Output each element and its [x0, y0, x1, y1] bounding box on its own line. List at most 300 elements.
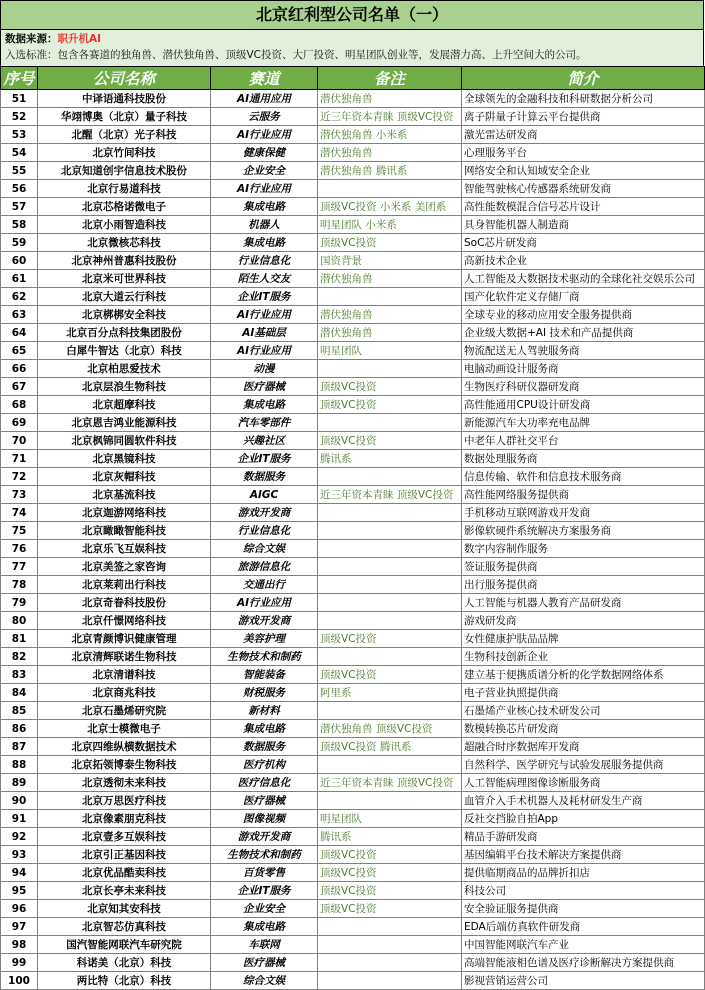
cell-no[interactable]: 72 — [1, 468, 38, 486]
table-row — [1, 594, 705, 612]
cell-description[interactable]: 企业级大数据+AI 技术和产品提供商 — [462, 324, 705, 342]
table-row — [1, 738, 705, 756]
cell-no[interactable]: 95 — [1, 882, 38, 900]
cell-company-name[interactable]: 北京层浪生物科技 — [38, 378, 211, 396]
cell-track[interactable]: 集成电路 — [211, 234, 318, 252]
cell-note[interactable]: 顶级VC投资 — [318, 396, 462, 414]
cell-description[interactable]: 高性能数模混合信号芯片设计 — [462, 198, 705, 216]
cell-track[interactable]: AI行业应用 — [211, 126, 318, 144]
table-row — [1, 684, 705, 702]
cell-company-name[interactable]: 白犀牛智达（北京）科技 — [38, 342, 211, 360]
cell-no[interactable]: 54 — [1, 144, 38, 162]
cell-company-name[interactable]: 北京基流科技 — [38, 486, 211, 504]
cell-track[interactable]: 汽车零部件 — [211, 414, 318, 432]
cell-track[interactable]: 数据服务 — [211, 738, 318, 756]
cell-no[interactable]: 56 — [1, 180, 38, 198]
sheet-title: 北京红利型公司名单（一） — [0, 0, 704, 30]
cell-description[interactable]: 手机移动互联网游戏开发商 — [462, 504, 705, 522]
cell-track[interactable]: 医疗信息化 — [211, 774, 318, 792]
cell-company-name[interactable]: 北京清辉联诺生物科技 — [38, 648, 211, 666]
cell-track[interactable]: 财税服务 — [211, 684, 318, 702]
cell-track[interactable]: AI行业应用 — [211, 306, 318, 324]
cell-description[interactable]: 出行服务提供商 — [462, 576, 705, 594]
cell-company-name[interactable]: 北京瞰瞰智能科技 — [38, 522, 211, 540]
cell-track[interactable]: AI行业应用 — [211, 342, 318, 360]
cell-track[interactable]: 医疗器械 — [211, 954, 318, 972]
cell-company-name[interactable]: 北京柏思爱技术 — [38, 360, 211, 378]
cell-company-name[interactable]: 北京枫锦同圆软件科技 — [38, 432, 211, 450]
source-label: 数据来源： — [5, 33, 58, 45]
cell-note[interactable]: 潜伏独角兽 腾讯系 — [318, 162, 462, 180]
cell-note[interactable]: 潜伏独角兽 — [318, 324, 462, 342]
cell-note[interactable]: 潜伏独角兽 顶级VC投资 — [318, 720, 462, 738]
cell-company-name[interactable]: 北京迦游网络科技 — [38, 504, 211, 522]
cell-company-name[interactable]: 北京知其安科技 — [38, 900, 211, 918]
cell-track[interactable]: 新材料 — [211, 702, 318, 720]
cell-description[interactable]: 精品手游研发商 — [462, 828, 705, 846]
cell-company-name[interactable]: 北京莱莉出行科技 — [38, 576, 211, 594]
cell-track[interactable]: 集成电路 — [211, 198, 318, 216]
cell-note[interactable]: 近三年资本青睐 顶级VC投资 — [318, 486, 462, 504]
criteria-line — [5, 47, 699, 63]
cell-note[interactable] — [318, 360, 462, 378]
cell-note[interactable] — [318, 936, 462, 954]
cell-no[interactable]: 76 — [1, 540, 38, 558]
cell-track[interactable]: 机器人 — [211, 216, 318, 234]
table-row — [1, 180, 705, 198]
cell-description[interactable]: 离子阱量子计算云平台提供商 — [462, 108, 705, 126]
cell-company-name[interactable]: 两比特（北京）科技 — [38, 972, 211, 990]
cell-no[interactable]: 100 — [1, 972, 38, 990]
cell-note[interactable] — [318, 918, 462, 936]
cell-no[interactable]: 78 — [1, 576, 38, 594]
cell-note[interactable]: 潜伏独角兽 — [318, 144, 462, 162]
cell-description[interactable]: EDA后端仿真软件研发商 — [462, 918, 705, 936]
cell-no[interactable]: 83 — [1, 666, 38, 684]
cell-note[interactable]: 顶级VC投资 小米系 美团系 — [318, 198, 462, 216]
cell-note[interactable]: 阿里系 — [318, 684, 462, 702]
cell-no[interactable]: 68 — [1, 396, 38, 414]
cell-note[interactable] — [318, 792, 462, 810]
cell-company-name[interactable]: 北京引正基因科技 — [38, 846, 211, 864]
cell-track[interactable]: 游戏开发商 — [211, 828, 318, 846]
cell-note[interactable] — [318, 522, 462, 540]
cell-description[interactable]: 全球领先的金融科技和科研数据分析公司 — [462, 90, 705, 108]
cell-company-name[interactable]: 北京行易道科技 — [38, 180, 211, 198]
table-row — [1, 270, 705, 288]
cell-description[interactable]: 信息传输、软件和信息技术服务商 — [462, 468, 705, 486]
table-row — [1, 162, 705, 180]
cell-company-name[interactable]: 北京清谱科技 — [38, 666, 211, 684]
cell-company-name[interactable]: 北京百分点科技集团股份 — [38, 324, 211, 342]
cell-description[interactable]: 高性能网络服务提供商 — [462, 486, 705, 504]
cell-company-name[interactable]: 北京梆梆安全科技 — [38, 306, 211, 324]
cell-track[interactable]: 企业IT服务 — [211, 882, 318, 900]
cell-description[interactable]: 国产化软件定义存储厂商 — [462, 288, 705, 306]
cell-company-name[interactable]: 北京芯格诺微电子 — [38, 198, 211, 216]
table-row — [1, 774, 705, 792]
criteria-label: 入选标准： — [5, 49, 58, 61]
info-block — [0, 30, 704, 66]
cell-company-name[interactable]: 北京灰帽科技 — [38, 468, 211, 486]
cell-note[interactable]: 明星团队 小米系 — [318, 216, 462, 234]
cell-company-name[interactable]: 北京美签之家咨询 — [38, 558, 211, 576]
cell-note[interactable] — [318, 504, 462, 522]
table-row — [1, 450, 705, 468]
cell-company-name[interactable]: 北京长亭未来科技 — [38, 882, 211, 900]
cell-note[interactable]: 近三年资本青睐 顶级VC投资 — [318, 774, 462, 792]
table-row — [1, 900, 705, 918]
cell-no[interactable]: 66 — [1, 360, 38, 378]
cell-track[interactable]: 医疗器械 — [211, 378, 318, 396]
cell-note[interactable] — [318, 558, 462, 576]
table-row — [1, 414, 705, 432]
table-row — [1, 918, 705, 936]
cell-company-name[interactable]: 北京超摩科技 — [38, 396, 211, 414]
cell-track[interactable]: 兴趣社区 — [211, 432, 318, 450]
cell-note[interactable]: 顶级VC投资 — [318, 882, 462, 900]
cell-company-name[interactable]: 北京优品酷卖科技 — [38, 864, 211, 882]
cell-track[interactable]: 百货零售 — [211, 864, 318, 882]
cell-note[interactable] — [318, 648, 462, 666]
cell-note[interactable] — [318, 288, 462, 306]
cell-track[interactable]: 医疗机构 — [211, 756, 318, 774]
cell-company-name[interactable]: 北醒（北京）光子科技 — [38, 126, 211, 144]
cell-no[interactable]: 85 — [1, 702, 38, 720]
cell-description[interactable]: 影视营销运营公司 — [462, 972, 705, 990]
cell-track[interactable]: 健康保健 — [211, 144, 318, 162]
cell-no[interactable]: 94 — [1, 864, 38, 882]
cell-track[interactable]: AI行业应用 — [211, 180, 318, 198]
cell-track[interactable]: 企业IT服务 — [211, 288, 318, 306]
table-row — [1, 522, 705, 540]
table-row — [1, 792, 705, 810]
cell-description[interactable]: 科技公司 — [462, 882, 705, 900]
cell-description[interactable]: 中国智能网联汽车产业 — [462, 936, 705, 954]
cell-no[interactable]: 55 — [1, 162, 38, 180]
cell-description[interactable]: 电脑动画设计服务商 — [462, 360, 705, 378]
cell-description[interactable]: 提供临期商品的品牌折扣店 — [462, 864, 705, 882]
cell-note[interactable]: 近三年资本青睐 顶级VC投资 — [318, 108, 462, 126]
cell-description[interactable]: SoC芯片研发商 — [462, 234, 705, 252]
cell-track[interactable]: 综合文娱 — [211, 972, 318, 990]
cell-no[interactable]: 91 — [1, 810, 38, 828]
col-header-track[interactable]: 赛道 — [211, 67, 318, 90]
cell-company-name[interactable]: 北京小雨智造科技 — [38, 216, 211, 234]
table-row — [1, 144, 705, 162]
cell-company-name[interactable]: 北京微核芯科技 — [38, 234, 211, 252]
cell-track[interactable]: 生物技术和制药 — [211, 648, 318, 666]
cell-description[interactable]: 安全验证服务提供商 — [462, 900, 705, 918]
cell-description[interactable]: 高新技术企业 — [462, 252, 705, 270]
cell-no[interactable]: 99 — [1, 954, 38, 972]
cell-no[interactable]: 67 — [1, 378, 38, 396]
cell-track[interactable]: 集成电路 — [211, 396, 318, 414]
cell-no[interactable]: 51 — [1, 90, 38, 108]
table-row — [1, 252, 705, 270]
cell-description[interactable]: 游戏研发商 — [462, 612, 705, 630]
cell-no[interactable]: 75 — [1, 522, 38, 540]
cell-no[interactable]: 77 — [1, 558, 38, 576]
cell-no[interactable]: 59 — [1, 234, 38, 252]
table-row — [1, 234, 705, 252]
cell-description[interactable]: 生物科技创新企业 — [462, 648, 705, 666]
cell-no[interactable]: 52 — [1, 108, 38, 126]
cell-description[interactable]: 高端智能液相色谱及医疗诊断解决方案提供商 — [462, 954, 705, 972]
cell-no[interactable]: 88 — [1, 756, 38, 774]
cell-description[interactable]: 建立基于便携质谱分析的化学数据网络体系 — [462, 666, 705, 684]
cell-track[interactable]: 美容护理 — [211, 630, 318, 648]
cell-no[interactable]: 69 — [1, 414, 38, 432]
cell-note[interactable] — [318, 972, 462, 990]
cell-company-name[interactable]: 科诺美（北京）科技 — [38, 954, 211, 972]
cell-description[interactable]: 血管介入手术机器人及耗材研发生产商 — [462, 792, 705, 810]
cell-note[interactable]: 明星团队 — [318, 342, 462, 360]
cell-description[interactable]: 人工智能病理图像诊断服务商 — [462, 774, 705, 792]
cell-no[interactable]: 53 — [1, 126, 38, 144]
table-row — [1, 810, 705, 828]
cell-note[interactable]: 潜伏独角兽 — [318, 270, 462, 288]
cell-note[interactable] — [318, 468, 462, 486]
cell-no[interactable]: 98 — [1, 936, 38, 954]
cell-note[interactable]: 顶级VC投资 — [318, 864, 462, 882]
cell-description[interactable]: 物流配送无人驾驶服务商 — [462, 342, 705, 360]
table-row — [1, 558, 705, 576]
cell-note[interactable] — [318, 180, 462, 198]
table-row — [1, 378, 705, 396]
cell-track[interactable]: 生物技术和制药 — [211, 846, 318, 864]
table-row — [1, 936, 705, 954]
cell-note[interactable]: 顶级VC投资 — [318, 630, 462, 648]
cell-note[interactable] — [318, 414, 462, 432]
cell-company-name[interactable]: 北京知道创宇信息技术股份 — [38, 162, 211, 180]
cell-track[interactable]: 行业信息化 — [211, 522, 318, 540]
cell-track[interactable]: 游戏开发商 — [211, 504, 318, 522]
table-row — [1, 90, 705, 108]
cell-no[interactable]: 73 — [1, 486, 38, 504]
cell-description[interactable]: 人工智能及大数据技术驱动的全球化社交娱乐公司 — [462, 270, 705, 288]
company-table — [0, 66, 705, 990]
cell-note[interactable]: 腾讯系 — [318, 450, 462, 468]
cell-no[interactable]: 79 — [1, 594, 38, 612]
cell-description[interactable]: 女性健康护肤品品牌 — [462, 630, 705, 648]
table-row — [1, 432, 705, 450]
cell-no[interactable]: 90 — [1, 792, 38, 810]
cell-note[interactable] — [318, 702, 462, 720]
source-value: 职升机AI — [57, 33, 102, 45]
cell-description[interactable]: 新能源汽车大功率充电品牌 — [462, 414, 705, 432]
col-header-name[interactable]: 公司名称 — [38, 67, 211, 90]
cell-track[interactable]: 行业信息化 — [211, 252, 318, 270]
table-row — [1, 216, 705, 234]
cell-description[interactable]: 超融合时序数据库开发商 — [462, 738, 705, 756]
cell-company-name[interactable]: 北京神州普惠科技股份 — [38, 252, 211, 270]
cell-no[interactable]: 84 — [1, 684, 38, 702]
cell-note[interactable] — [318, 954, 462, 972]
cell-no[interactable]: 97 — [1, 918, 38, 936]
cell-note[interactable]: 顶级VC投资 腾讯系 — [318, 738, 462, 756]
cell-description[interactable]: 具身智能机器人制造商 — [462, 216, 705, 234]
cell-description[interactable]: 反社交挡脸自拍App — [462, 810, 705, 828]
cell-note[interactable]: 明星团队 — [318, 810, 462, 828]
cell-no[interactable]: 62 — [1, 288, 38, 306]
cell-description[interactable]: 心理服务平台 — [462, 144, 705, 162]
cell-note[interactable] — [318, 576, 462, 594]
cell-no[interactable]: 61 — [1, 270, 38, 288]
cell-no[interactable]: 96 — [1, 900, 38, 918]
cell-company-name[interactable]: 北京青颜博识健康管理 — [38, 630, 211, 648]
cell-note[interactable]: 国资背景 — [318, 252, 462, 270]
cell-no[interactable]: 58 — [1, 216, 38, 234]
cell-no[interactable]: 70 — [1, 432, 38, 450]
header-row — [1, 67, 705, 90]
table-row — [1, 288, 705, 306]
cell-company-name[interactable]: 北京乐飞互娱科技 — [38, 540, 211, 558]
cell-description[interactable]: 影像软硬件系统解决方案服务商 — [462, 522, 705, 540]
col-header-desc[interactable]: 简介 — [462, 67, 705, 90]
table-row — [1, 666, 705, 684]
table-row — [1, 198, 705, 216]
cell-company-name[interactable]: 北京像素朋克科技 — [38, 810, 211, 828]
cell-company-name[interactable]: 北京奇眷科技股份 — [38, 594, 211, 612]
cell-track[interactable]: 游戏开发商 — [211, 612, 318, 630]
cell-note[interactable]: 顶级VC投资 — [318, 234, 462, 252]
cell-note[interactable]: 潜伏独角兽 — [318, 306, 462, 324]
cell-note[interactable]: 顶级VC投资 — [318, 900, 462, 918]
cell-description[interactable]: 电子营业执照提供商 — [462, 684, 705, 702]
cell-note[interactable]: 顶级VC投资 — [318, 378, 462, 396]
cell-track[interactable]: 智能装备 — [211, 666, 318, 684]
table-row — [1, 972, 705, 990]
cell-company-name[interactable]: 国汽智能网联汽车研究院 — [38, 936, 211, 954]
table-row — [1, 576, 705, 594]
cell-no[interactable]: 74 — [1, 504, 38, 522]
cell-no[interactable]: 92 — [1, 828, 38, 846]
table-row — [1, 306, 705, 324]
cell-track[interactable]: 陌生人交友 — [211, 270, 318, 288]
cell-description[interactable]: 自然科学、医学研究与试验发展服务提供商 — [462, 756, 705, 774]
cell-company-name[interactable]: 北京士模微电子 — [38, 720, 211, 738]
cell-no[interactable]: 60 — [1, 252, 38, 270]
cell-description[interactable]: 激光雷达研发商 — [462, 126, 705, 144]
cell-description[interactable]: 生物医疗科研仪器研发商 — [462, 378, 705, 396]
cell-description[interactable]: 数据处理服务商 — [462, 450, 705, 468]
cell-track[interactable]: 云服务 — [211, 108, 318, 126]
cell-company-name[interactable]: 北京拓领博泰生物科技 — [38, 756, 211, 774]
cell-no[interactable]: 80 — [1, 612, 38, 630]
cell-description[interactable]: 高性能通用CPU设计研发商 — [462, 396, 705, 414]
cell-description[interactable]: 网络安全和认知域安全企业 — [462, 162, 705, 180]
cell-company-name[interactable]: 北京壹多互娱科技 — [38, 828, 211, 846]
cell-no[interactable]: 65 — [1, 342, 38, 360]
cell-description[interactable]: 数字内容制作服务 — [462, 540, 705, 558]
cell-track[interactable]: AI行业应用 — [211, 594, 318, 612]
cell-note[interactable]: 潜伏独角兽 小米系 — [318, 126, 462, 144]
table-row — [1, 360, 705, 378]
cell-track[interactable]: 企业IT服务 — [211, 450, 318, 468]
cell-description[interactable]: 全球专业的移动应用安全服务提供商 — [462, 306, 705, 324]
cell-description[interactable]: 石墨烯产业核心技术研发公司 — [462, 702, 705, 720]
cell-no[interactable]: 81 — [1, 630, 38, 648]
cell-note[interactable]: 顶级VC投资 — [318, 432, 462, 450]
cell-note[interactable]: 顶级VC投资 — [318, 666, 462, 684]
cell-company-name[interactable]: 华翊博奥（北京）量子科技 — [38, 108, 211, 126]
cell-track[interactable]: 动漫 — [211, 360, 318, 378]
cell-note[interactable] — [318, 594, 462, 612]
cell-company-name[interactable]: 北京商兆科技 — [38, 684, 211, 702]
source-line — [5, 31, 699, 47]
cell-description[interactable]: 人工智能与机器人教育产品研发商 — [462, 594, 705, 612]
cell-no[interactable]: 93 — [1, 846, 38, 864]
cell-track[interactable]: 集成电路 — [211, 720, 318, 738]
cell-note[interactable] — [318, 612, 462, 630]
cell-company-name[interactable]: 北京竹间科技 — [38, 144, 211, 162]
cell-description[interactable]: 基因编辑平台技术解决方案提供商 — [462, 846, 705, 864]
cell-track[interactable]: 交通出行 — [211, 576, 318, 594]
cell-description[interactable]: 数模转换芯片研发商 — [462, 720, 705, 738]
cell-no[interactable]: 86 — [1, 720, 38, 738]
cell-company-name[interactable]: 北京恩吉鸿业能源科技 — [38, 414, 211, 432]
cell-track[interactable]: 数据服务 — [211, 468, 318, 486]
cell-no[interactable]: 82 — [1, 648, 38, 666]
cell-company-name[interactable]: 北京智芯仿真科技 — [38, 918, 211, 936]
cell-description[interactable]: 中老年人群社交平台 — [462, 432, 705, 450]
col-header-no[interactable]: 序号 — [1, 67, 38, 90]
cell-note[interactable]: 顶级VC投资 — [318, 846, 462, 864]
cell-company-name[interactable]: 北京仟憬网络科技 — [38, 612, 211, 630]
cell-note[interactable]: 腾讯系 — [318, 828, 462, 846]
cell-company-name[interactable]: 北京万思医疗科技 — [38, 792, 211, 810]
cell-track[interactable]: 企业安全 — [211, 162, 318, 180]
cell-note[interactable]: 潜伏独角兽 — [318, 90, 462, 108]
cell-no[interactable]: 71 — [1, 450, 38, 468]
cell-company-name[interactable]: 北京四维纵横数据技术 — [38, 738, 211, 756]
table-row — [1, 882, 705, 900]
cell-company-name[interactable]: 北京石墨烯研究院 — [38, 702, 211, 720]
cell-company-name[interactable]: 北京大道云行科技 — [38, 288, 211, 306]
table-row — [1, 486, 705, 504]
cell-track[interactable]: AI基础层 — [211, 324, 318, 342]
cell-company-name[interactable]: 北京黑镜科技 — [38, 450, 211, 468]
table-row — [1, 468, 705, 486]
cell-note[interactable] — [318, 540, 462, 558]
cell-track[interactable]: 车联网 — [211, 936, 318, 954]
cell-company-name[interactable]: 北京透彻未来科技 — [38, 774, 211, 792]
cell-no[interactable]: 89 — [1, 774, 38, 792]
cell-track[interactable]: 企业安全 — [211, 900, 318, 918]
cell-company-name[interactable]: 中译语通科技股份 — [38, 90, 211, 108]
cell-no[interactable]: 64 — [1, 324, 38, 342]
cell-no[interactable]: 87 — [1, 738, 38, 756]
cell-note[interactable] — [318, 756, 462, 774]
cell-description[interactable]: 智能驾驶核心传感器系统研发商 — [462, 180, 705, 198]
cell-no[interactable]: 63 — [1, 306, 38, 324]
table-row — [1, 126, 705, 144]
table-row — [1, 702, 705, 720]
table-body — [1, 90, 705, 990]
cell-track[interactable]: AIGC — [211, 486, 318, 504]
cell-track[interactable]: 集成电路 — [211, 918, 318, 936]
cell-track[interactable]: AI通用应用 — [211, 90, 318, 108]
cell-track[interactable]: 图像视频 — [211, 810, 318, 828]
cell-company-name[interactable]: 北京米可世界科技 — [38, 270, 211, 288]
cell-no[interactable]: 57 — [1, 198, 38, 216]
cell-track[interactable]: 医疗器械 — [211, 792, 318, 810]
cell-track[interactable]: 旅游信息化 — [211, 558, 318, 576]
cell-description[interactable]: 签证服务提供商 — [462, 558, 705, 576]
cell-track[interactable]: 综合文娱 — [211, 540, 318, 558]
col-header-note[interactable]: 备注 — [318, 67, 462, 90]
